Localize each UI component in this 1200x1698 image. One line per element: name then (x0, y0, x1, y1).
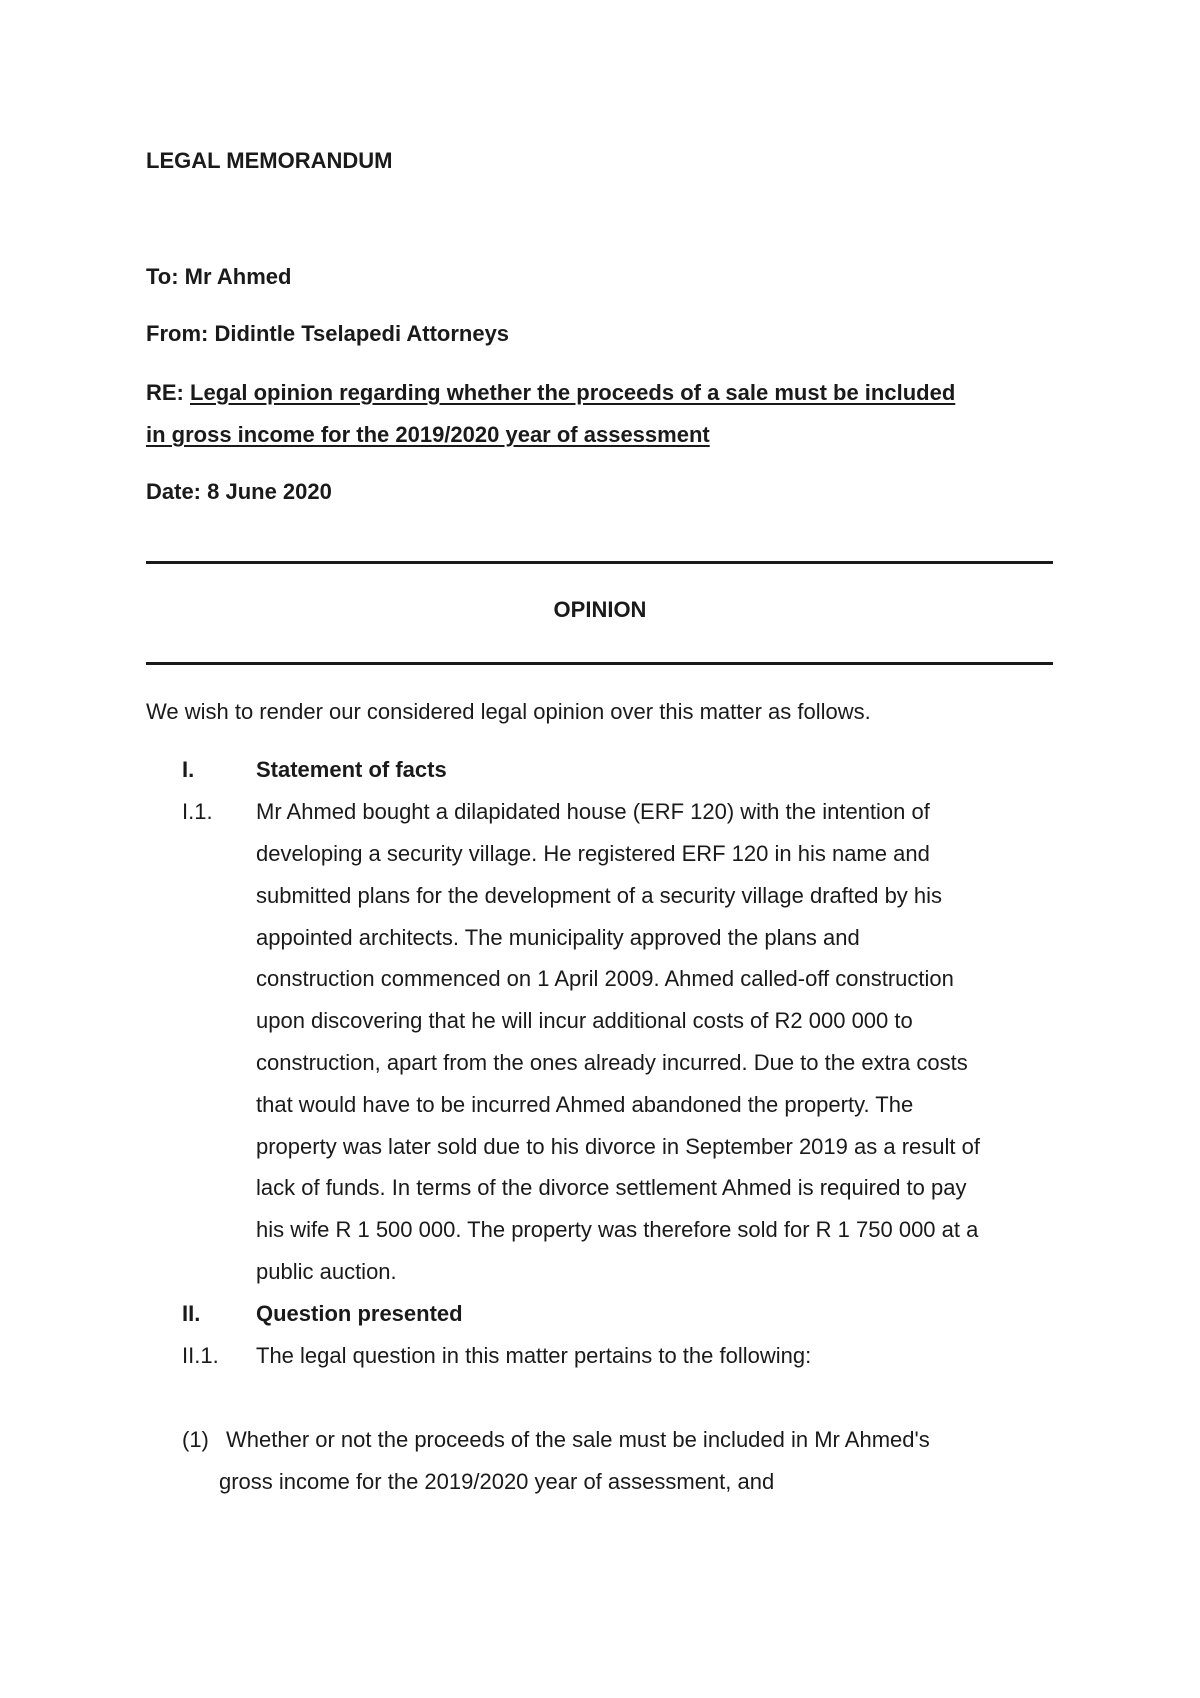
question-item-1-line-1: Whether or not the proceeds of the sale must be included in Mr Ahmed's (226, 1427, 930, 1452)
question-item-1-line-2: gross income for the 2019/2020 year of assessment, and (219, 1469, 775, 1494)
question-intro: The legal question in this matter pertains to the following: (256, 1343, 812, 1368)
facts-line: that would have to be incurred Ahmed abandoned the property. The (256, 1092, 914, 1117)
facts-line: developing a security village. He registered ERF 120 in his name and (256, 841, 930, 866)
para-2-1-number: II.1. (182, 1343, 219, 1368)
facts-line: construction commenced on 1 April 2009. Ahmed called-off construction (256, 966, 954, 991)
section-2-number: II. (182, 1301, 201, 1326)
section-1-title: Statement of facts (256, 757, 447, 782)
re-line-1 (146, 380, 955, 406)
intro-paragraph: We wish to render our considered legal opinion over this matter as follows. (146, 699, 871, 724)
facts-line: public auction. (256, 1259, 397, 1284)
re-subject-2: in gross income for the 2019/2020 year of assessment (146, 422, 710, 447)
facts-line: construction, apart from the ones already incurred. Due to the extra costs (256, 1050, 968, 1075)
re-line-2 (146, 422, 710, 448)
from-line: From: Didintle Tselapedi Attorneys (146, 321, 510, 346)
facts-line: property was later sold due to his divorce in September 2019 as a result of (256, 1134, 980, 1159)
to-line: To: Mr Ahmed (146, 264, 292, 289)
section-2-title: Question presented (256, 1301, 463, 1326)
facts-line: appointed architects. The municipality approved the plans and (256, 925, 860, 950)
question-item-1-number: (1) (182, 1427, 209, 1452)
re-label: RE: (146, 380, 184, 405)
facts-line: submitted plans for the development of a security village drafted by his (256, 883, 943, 908)
section-1-number: I. (182, 757, 195, 782)
divider-bottom (146, 662, 1053, 665)
memo-title: LEGAL MEMORANDUM (146, 148, 393, 173)
opinion-heading: OPINION (553, 597, 647, 622)
facts-line: lack of funds. In terms of the divorce settlement Ahmed is required to pay (256, 1175, 967, 1200)
divider-top (146, 561, 1053, 564)
re-subject-1: Legal opinion regarding whether the proceeds of a sale must be included (190, 380, 956, 405)
facts-line: upon discovering that he will incur additional costs of R2 000 000 to (256, 1008, 913, 1033)
date-line: Date: 8 June 2020 (146, 479, 332, 504)
facts-line: Mr Ahmed bought a dilapidated house (ERF 120) with the intention of (256, 799, 930, 824)
para-1-1-number: I.1. (182, 799, 213, 824)
facts-line: his wife R 1 500 000. The property was therefore sold for R 1 750 000 at a (256, 1217, 979, 1242)
